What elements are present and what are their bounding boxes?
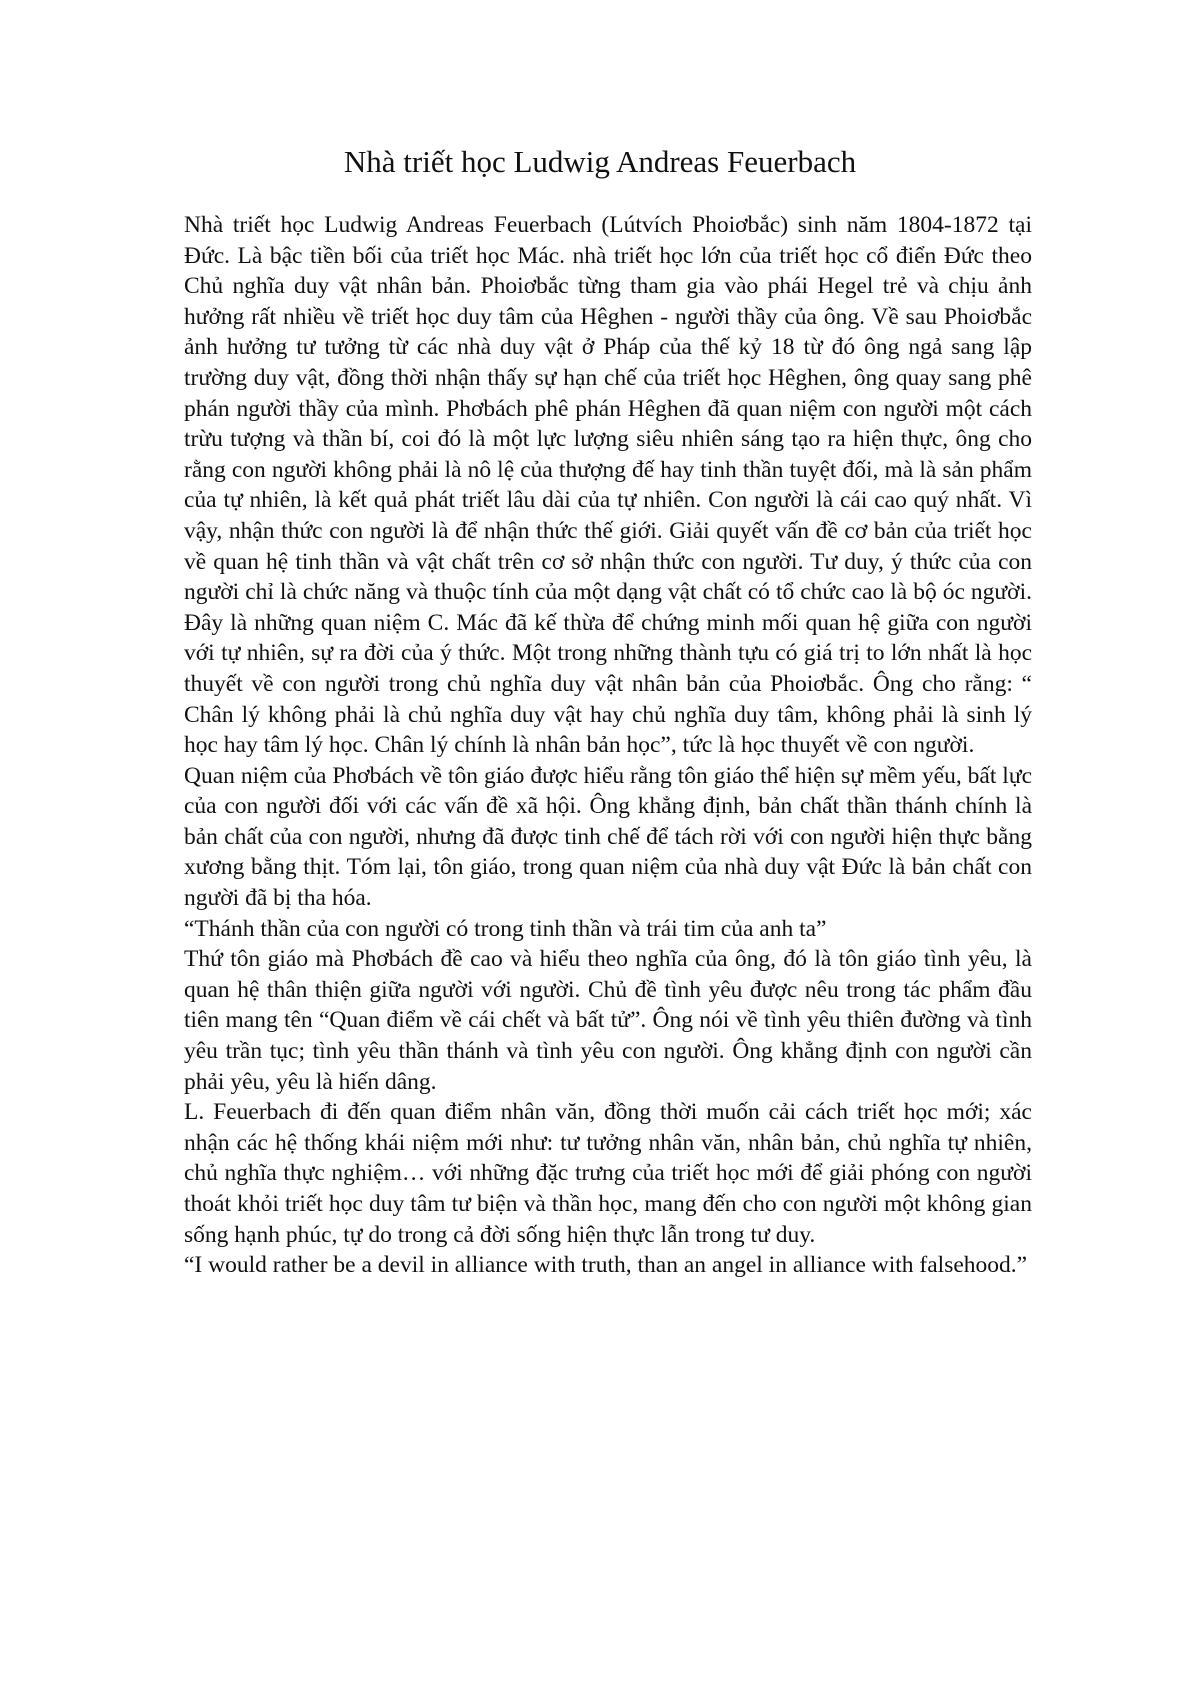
document-title: Nhà triết học Ludwig Andreas Feuerbach — [343, 144, 857, 179]
paragraph-love: Thứ tôn giáo mà Phơbách đề cao và hiểu theo nghĩa của ông, đó là tôn giáo tình yêu, là quan hệ thân thiện giữa người với người. Chủ đề tình yêu được nêu trong tác phẩm đầu tiên mang tên “Quan điểm về cái chết và bất tử”. Ông nói về tình yêu thiên đường và tình yêu trần tục; tình yêu thần thánh và tình yêu con người. Ông khẳng định con người cần phải yêu, yêu là hiến dâng. — [184, 946, 1032, 1095]
paragraph-religion: Quan niệm của Phơbách về tôn giáo được hiểu rằng tôn giáo thể hiện sự mềm yếu, bất lực của con người đối với các vấn đề xã hội. Ông khẳng định, bản chất thần thánh chính là bản chất của con người, nhưng đã được tinh chế để tách rời với con người hiện thực bằng xương bằng thịt. Tóm lại, tôn giáo, trong quan niệm của nhà duy vật Đức là bản chất con người đã bị tha hóa. — [184, 762, 1032, 912]
document-body — [184, 210, 1032, 1281]
quote-holiness: “Thánh thần của con người có trong tinh thần và trái tim của anh ta” — [184, 915, 827, 942]
paragraph-biography: Nhà triết học Ludwig Andreas Feuerbach (Lútvích Phoiơbắc) sinh năm 1804-1872 tại Đức. Là bậc tiền bối của triết học Mác. nhà triết học lớn của triết học cổ điển Đức theo Chủ nghĩa duy vật nhân bản. Phoiơbắc từng tham gia vào phái Hegel trẻ và chịu ảnh hưởng rất nhiều về triết học duy tâm của Hêghen - người thầy của ông. Về sau Phoiơbắc ảnh hưởng tư tưởng từ các nhà duy vật ở Pháp của thế kỷ 18 từ đó ông ngả sang lập trường duy vật, đồng thời nhận thấy sự hạn chế của triết học Hêghen, ông quay sang phê phán người thầy của mình. Phơbách phê phán Hêghen đã quan niệm con người một cách trừu tượng và thần bí, coi đó là một lực lượng siêu nhiên sáng tạo ra hiện thực, ông cho rằng con người không phải là nô lệ của thượng đế hay tinh thần tuyệt đối, mà là sản phẩm của tự nhiên, là kết quả phát triết lâu dài của tự nhiên. Con người là cái cao quý nhất. Vì vậy, nhận thức con người là để nhận thức thế giới. Giải quyết vấn đề cơ bản của triết học về quan hệ tinh thần và vật chất trên cơ sở nhận thức con người. Tư duy, ý thức của con người chỉ là chức năng và thuộc tính của một dạng vật chất có tổ chức cao là bộ óc người. Đây là những quan niệm C. Mác đã kế thừa để chứng minh mối quan hệ giữa con người với tự nhiên, sự ra đời của ý thức. Một trong những thành tựu có giá trị to lớn nhất là học thuyết về con người trong chủ nghĩa duy vật nhân bản của Phoiơbắc. Ông cho rằng: “ Chân lý không phải là chủ nghĩa duy vật hay chủ nghĩa duy tâm, không phải là sinh lý học hay tâm lý học. Chân lý chính là nhân bản học”, tức là học thuyết về con người. — [184, 212, 1032, 759]
quote-devil-angel: “I would rather be a devil in alliance with truth, than an angel in alliance with falsehood.” — [184, 1252, 1028, 1279]
paragraph-humanism: L. Feuerbach đi đến quan điểm nhân văn, đồng thời muốn cải cách triết học mới; xác nhận các hệ thống khái niệm mới như: tư tưởng nhân văn, nhân bản, chủ nghĩa tự nhiên, chủ nghĩa thực nghiệm… với những đặc trưng của triết học mới để giải phóng con người thoát khỏi triết học duy tâm tư biện và thần học, mang đến cho con người một không gian sống hạnh phúc, tự do trong cả đời sống hiện thực lẫn trong tư duy. — [184, 1099, 1032, 1248]
